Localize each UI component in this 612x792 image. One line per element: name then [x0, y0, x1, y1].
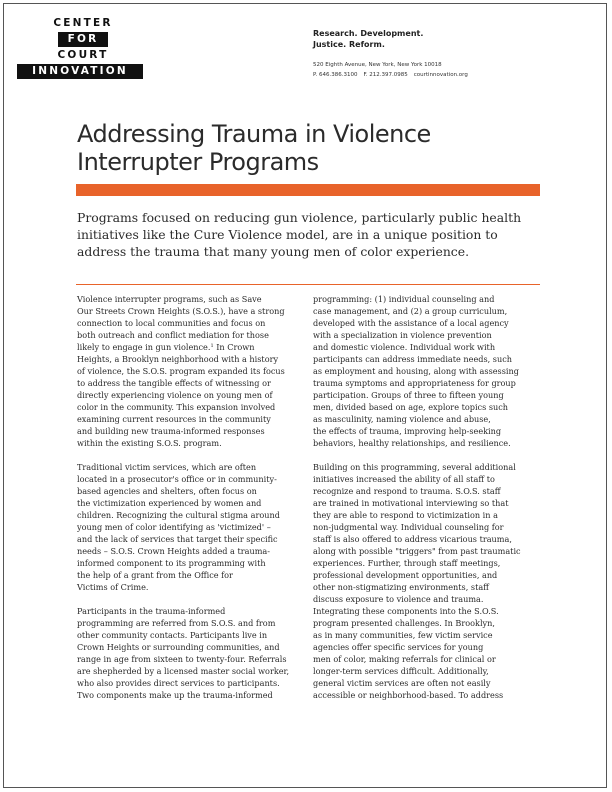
paragraph — [77, 461, 309, 593]
phone-fax-web-line — [313, 70, 468, 80]
text-line: color in the community. This expansion involved — [77, 402, 276, 412]
text-line: directly experiencing violence on young men of — [77, 390, 273, 400]
text-line: Crown Heights or surrounding communities, and — [77, 642, 280, 652]
text-line: participation. Groups of three to fifteen young — [313, 390, 504, 400]
text-line: located in a prosecutor's office or in community- — [77, 474, 277, 484]
paragraph — [313, 461, 543, 701]
page-title — [77, 120, 547, 176]
address: 520 Eighth Avenue, New York, New York 10018 — [313, 62, 442, 68]
text-line: accessible or neighborhood-based. To address — [313, 690, 504, 700]
paragraph — [77, 293, 309, 449]
paragraph-gap — [77, 449, 309, 461]
text-line-with-footnote — [77, 341, 309, 353]
text-line: and building new trauma-informed responses — [77, 426, 265, 436]
accent-bar — [76, 184, 540, 196]
tagline-line-1: Research. Development. — [313, 29, 424, 38]
text-line: trauma symptoms and appropriateness for group — [313, 378, 516, 388]
logo-line-center: CENTER — [53, 17, 113, 29]
text-line: range in age from sixteen to twenty-four. Referrals — [77, 654, 287, 664]
paragraph-gap — [313, 449, 543, 461]
text-line: Violence interrupter programs, such as Save — [77, 294, 262, 304]
text-line: Our Streets Crown Heights (S.O.S.), have a strong — [77, 306, 285, 316]
text-line: examining current resources in the community — [77, 414, 271, 424]
text-line: they are able to respond to victimization in a — [313, 510, 498, 520]
text-line: Heights, a Brooklyn neighborhood with a history — [77, 354, 279, 364]
paragraph — [77, 605, 309, 701]
body-column-right — [313, 293, 543, 701]
text-line: other community contacts. Participants live in — [77, 630, 268, 640]
text-line: general victim services are often not easily — [313, 678, 491, 688]
text-line: and domestic violence. Individual work with — [313, 342, 496, 352]
text-line: connection to local communities and focus on — [77, 318, 266, 328]
text-line: based agencies and shelters, often focus on — [77, 486, 257, 496]
paragraph-gap — [77, 593, 309, 605]
text-line: experiences. Further, through staff meetings, — [313, 558, 501, 568]
text-line: young men of color identifying as 'victimized' – — [77, 522, 271, 532]
text-line: Integrating these components into the S.O.S. — [313, 606, 499, 616]
text-line: who also provides direct services to participants. — [77, 678, 280, 688]
text-line: needs – S.O.S. Crown Heights added a trauma- — [77, 546, 271, 556]
text-line: initiatives increased the ability of all staff to — [313, 474, 495, 484]
logo-line-innovation: INNOVATION — [17, 64, 143, 79]
text-line: participants can address immediate needs, such — [313, 354, 512, 364]
text-line: developed with the assistance of a local agency — [313, 318, 509, 328]
text-line: the help of a grant from the Office for — [77, 570, 233, 580]
title-line-2: Interrupter Programs — [77, 148, 319, 176]
text-line: program presented challenges. In Brooklyn, — [313, 618, 495, 628]
tagline — [313, 28, 423, 50]
text-line: case management, and (2) a group curriculum, — [313, 306, 508, 316]
text-line: and the lack of services that target their specific — [77, 534, 278, 544]
title-line-1: Addressing Trauma in Violence — [77, 120, 431, 148]
text-line: programming: (1) individual counseling and — [313, 294, 495, 304]
text-line: as employment and housing, along with assessing — [313, 366, 519, 376]
lead-line: initiatives like the Cure Violence model, are in a unique position to — [77, 227, 498, 242]
lead-line: address the trauma that many young men of color experience. — [77, 244, 470, 259]
footnote-marker[interactable]: 1 — [210, 343, 214, 349]
text-line: discuss exposure to violence and trauma. — [313, 594, 484, 604]
lead-paragraph — [77, 209, 539, 260]
text-line: likely to engage in gun violence. — [77, 342, 211, 352]
text-line: non-judgmental way. Individual counseling for — [313, 522, 504, 532]
text-line: other non-stigmatizing environments, staff — [313, 582, 489, 592]
text-line: Participants in the trauma-informed — [77, 606, 226, 616]
text-line: professional development opportunities, and — [313, 570, 498, 580]
text-line: men, divided based on age, explore topics such — [313, 402, 509, 412]
text-line: recognize and respond to trauma. S.O.S. staff — [313, 486, 501, 496]
text-line: Two components make up the trauma-informed — [77, 690, 273, 700]
text-line: as masculinity, naming violence and abuse, — [313, 414, 491, 424]
cci-logo — [17, 16, 143, 80]
logo-line-court: COURT — [57, 49, 109, 61]
text-line: the effects of trauma, improving help-seeking — [313, 426, 502, 436]
text-line: both outreach and conflict mediation for those — [77, 330, 269, 340]
text-line: with a specialization in violence prevention — [313, 330, 492, 340]
text-line: as in many communities, few victim service — [313, 630, 493, 640]
section-divider — [76, 284, 540, 285]
text-line: longer-term services difficult. Additionally, — [313, 666, 489, 676]
text-line: agencies offer specific services for young — [313, 642, 484, 652]
text-line: staff is also offered to address vicarious trauma, — [313, 534, 512, 544]
website-link[interactable]: courtinnovation.org — [413, 72, 468, 78]
lead-line: Programs focused on reducing gun violence, particularly public health — [77, 210, 522, 225]
text-line: of violence, the S.O.S. program expanded its focus — [77, 366, 285, 376]
text-line: along with possible "triggers" from past traumatic — [313, 546, 521, 556]
text-line: to address the tangible effects of witnessing or — [77, 378, 271, 388]
text-line: within the existing S.O.S. program. — [77, 438, 222, 448]
text-line: Building on this programming, several additional — [313, 462, 516, 472]
text-line: behaviors, healthy relationships, and resilience. — [313, 438, 511, 448]
phone: P. 646.386.3100 — [313, 72, 358, 78]
text-line: children. Recognizing the cultural stigma around — [77, 510, 280, 520]
body-column-left — [77, 293, 309, 701]
tagline-line-2: Justice. Reform. — [313, 40, 385, 49]
paragraph — [313, 293, 543, 449]
text-line: the victimization experienced by women and — [77, 498, 262, 508]
fax: F. 212.397.0985 — [363, 72, 408, 78]
logo-line-for: FOR — [58, 32, 108, 47]
text-line: Traditional victim services, which are often — [77, 462, 257, 472]
text-line: are shepherded by a licensed master social worker, — [77, 666, 290, 676]
text-line: Victims of Crime. — [77, 582, 149, 592]
text-line: are trained in motivational interviewing so that — [313, 498, 509, 508]
text-line: men of color, making referrals for clinical or — [313, 654, 496, 664]
text-line: programming are referred from S.O.S. and from — [77, 618, 276, 628]
contact-info — [313, 60, 468, 80]
text-line: informed component to its programming with — [77, 558, 266, 568]
text-line-tail: In Crown — [213, 342, 255, 352]
